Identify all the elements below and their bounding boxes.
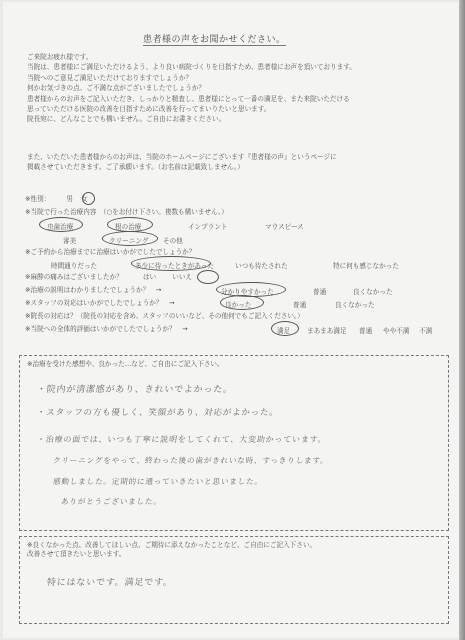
handwritten-line: ・院内が清潔感があり、きれいでよかった。 — [36, 385, 234, 395]
improvements-heading-line: ※良くなかった点、改善してほしい点、ご期待に添えなかったことなど、ご自由にご記入下さい。 — [27, 541, 317, 549]
intro-line: 思っていただける医院の改善を目指すために改善を行ってまいりたいと思います。 — [27, 105, 271, 114]
scan-edge — [459, 0, 465, 640]
overall-option[interactable]: 不満 — [419, 327, 433, 335]
explanation-option[interactable]: 良くなかった — [353, 288, 393, 296]
treatment-option[interactable]: マウスピース — [265, 223, 304, 231]
survey-page — [3, 2, 462, 638]
intro-line: 何かお気づきの点、ご不満な点がございましたでしょうか？ — [27, 84, 206, 93]
handwritten-line: ・治療の面では、いつも丁寧に説明をしてくれて、大変助かっています。 — [36, 435, 328, 444]
gender-option-male[interactable]: 男 — [66, 195, 74, 203]
intro-line: 当院は、患者様にご満足いただけるよう、より良い病院づくりを目指すため、患者様にお声を頂いております。 — [27, 63, 356, 72]
staff-option[interactable]: 良くなかった — [335, 301, 375, 309]
intro-line: 院長宛に、どんなことでも構いません。ご自由にお書きください。 — [27, 115, 226, 124]
handwritten-line: ありがとうございました。 — [60, 497, 163, 506]
overall-label: ※当院への全体的評価はいかがでしたでしょうか？ → — [25, 325, 188, 333]
selected-circle-mark — [131, 256, 211, 271]
overall-option[interactable]: 満足 — [277, 327, 291, 335]
notice-paragraph — [27, 152, 447, 173]
appointment-option[interactable]: いつも待たされた — [235, 262, 288, 270]
selected-circle-mark — [107, 217, 153, 232]
explanation-option[interactable]: 分かりやすかった — [221, 288, 274, 296]
intro-line: ご来院お疲れ様です。 — [27, 53, 93, 61]
staff-question — [25, 299, 175, 308]
appointment-option[interactable]: 時間通りだった — [51, 262, 98, 270]
improvements-box-heading — [27, 541, 316, 559]
explanation-label: ※治療の説明はわかりましたでしょうか？ → — [25, 286, 162, 294]
handwritten-line: 感動しました。定期的に通っていきたいと思いました。 — [52, 477, 264, 486]
appointment-option[interactable]: 特に何も感じなかった — [333, 262, 399, 270]
pain-option-no[interactable]: いいえ — [172, 273, 193, 281]
pain-option-yes[interactable]: はい — [142, 273, 157, 281]
notice-line: また、いただいた患者様からのお声は、当院のホームページにございます『患者様の声』というページに — [27, 153, 337, 161]
appointment-question: ※ご予約から治療までに治療はいかがでしたでしょうか？ — [25, 248, 196, 256]
selected-circle-mark — [220, 295, 264, 310]
treatment-option[interactable]: 虫歯治療 — [47, 223, 74, 231]
intro-line: 当院へのご意見ご満足いただけておりますでしょうか？ — [27, 73, 193, 82]
overall-option[interactable]: やや不満 — [383, 327, 410, 335]
staff-label: ※スタッフの対応はいかがでしたでしょうか？ → — [25, 299, 175, 307]
handwritten-line: 特にはないです。満足です。 — [46, 578, 174, 588]
appointment-option[interactable]: 多少に待ったときがあった — [135, 262, 215, 270]
gender-option-female[interactable]: 女 — [81, 195, 88, 203]
pain-label: ※麻酔の痛みはございましたか？ — [25, 273, 123, 281]
pain-question — [25, 273, 192, 282]
treatment-question: ※当院で行った治療内容 （○をお付け下さい。複数も構いません。） — [25, 208, 228, 216]
selected-circle-mark — [102, 231, 158, 246]
improvements-heading-line: 改善させて頂きたいと思います。 — [27, 550, 126, 558]
explanation-question — [25, 286, 161, 295]
page-title: 患者様の声をお聞かせください。 — [143, 32, 286, 46]
treatment-option[interactable]: 審美 — [63, 237, 77, 245]
overall-question — [25, 325, 188, 334]
impressions-box-heading: ※治療を受けた感想や、良かった…など、ご自由にご記入下さい。 — [27, 360, 224, 368]
treatment-option[interactable]: インプラント — [188, 223, 228, 231]
selected-circle-mark — [39, 217, 83, 232]
treatment-option[interactable]: クリーニング — [109, 237, 149, 245]
staff-option[interactable]: 普通 — [293, 301, 307, 309]
explanation-option[interactable]: 普通 — [313, 288, 327, 296]
notice-line: 掲載させていただきます。ご了承願います。（お名前は記載致しません。） — [27, 163, 244, 172]
overall-option[interactable]: まあまあ満足 — [307, 327, 347, 335]
selected-circle-mark — [271, 321, 299, 336]
intro-paragraph — [27, 52, 447, 125]
treatment-option[interactable]: 根の治療 — [115, 223, 142, 231]
director-question: ※院長の対応は？（院長の対応を含め、スタッフのいいなど、その他何でもご記入ください。） — [25, 312, 304, 320]
handwritten-line: クリーニングをやって、終わった後の歯がきれいな時、すっきりします。 — [52, 456, 330, 465]
selected-circle-mark — [82, 192, 95, 205]
staff-option[interactable]: 良かった — [225, 301, 252, 309]
gender-question — [25, 195, 88, 204]
intro-line: 患者様からのお声をご記入いただき、しっかりと精査し、患者様にとって一番の満足を、また来院いただける — [27, 94, 350, 103]
treatment-option[interactable]: その他 — [163, 237, 183, 245]
selected-circle-mark — [197, 270, 219, 284]
handwritten-line: ・スタッフの方も優しく、笑顔があり、対応がよかった。 — [36, 408, 280, 418]
gender-label: ※性別： — [25, 195, 51, 203]
overall-option[interactable]: 普通 — [359, 327, 373, 335]
